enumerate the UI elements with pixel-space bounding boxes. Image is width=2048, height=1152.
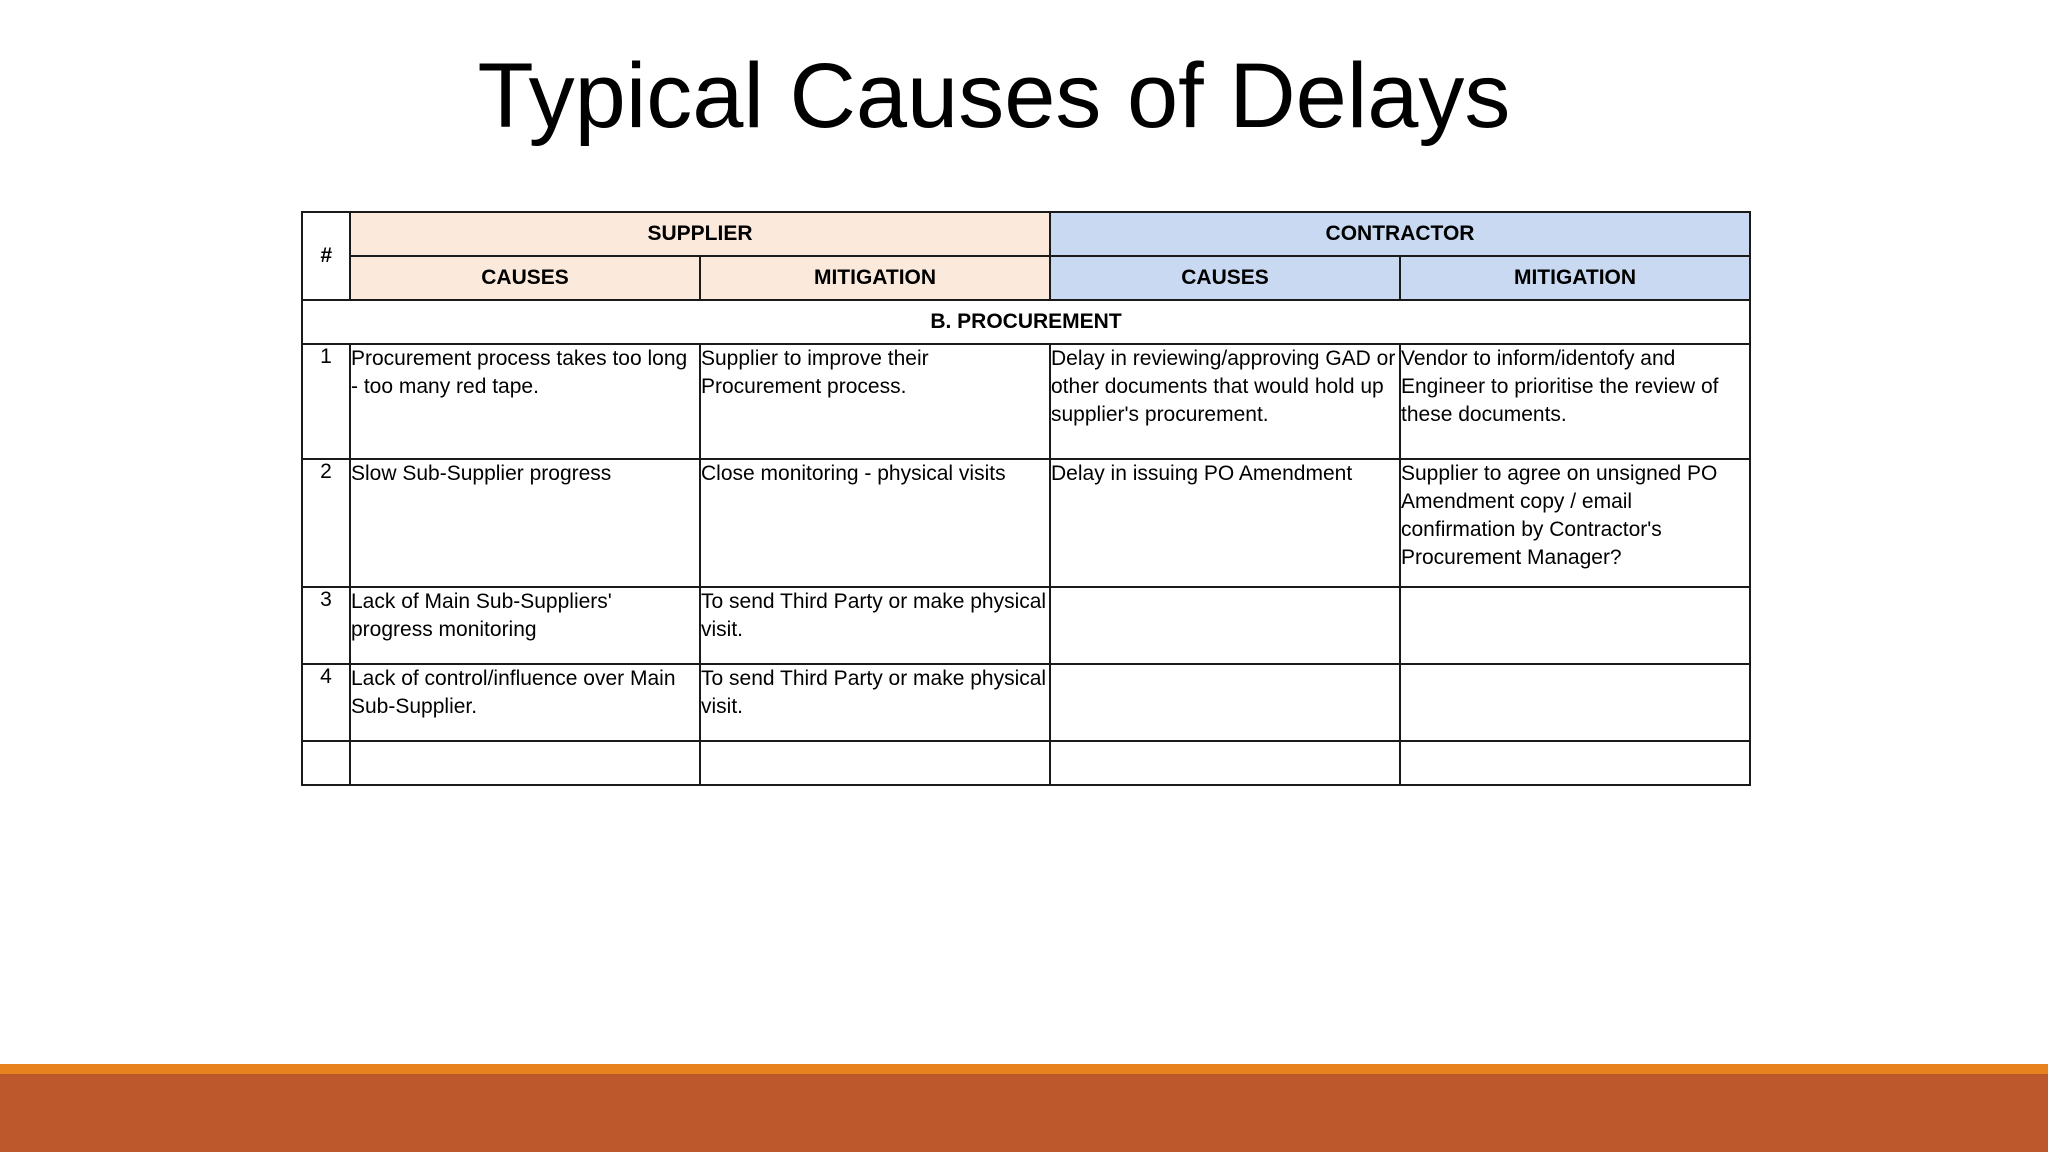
empty-cell (302, 741, 350, 785)
table-row (302, 459, 1750, 587)
contractor-mitigation-header: MITIGATION (1400, 256, 1750, 300)
supplier-cause-cell: Lack of Main Sub-Suppliers' progress monitoring (350, 587, 700, 664)
table-row (302, 587, 1750, 664)
empty-cell (1400, 741, 1750, 785)
delays-table (301, 211, 1751, 786)
sub-header-row (302, 256, 1750, 300)
contractor-mitigation-cell (1400, 587, 1750, 664)
footer-accent-stripe (0, 1064, 2048, 1074)
contractor-causes-header: CAUSES (1050, 256, 1400, 300)
contractor-mitigation-cell: Vendor to inform/identofy and Engineer to prioritise the review of these documents. (1400, 344, 1750, 459)
supplier-causes-header: CAUSES (350, 256, 700, 300)
empty-cell (350, 741, 700, 785)
supplier-cause-cell: Slow Sub-Supplier progress (350, 459, 700, 587)
contractor-cause-cell: Delay in reviewing/approving GAD or other documents that would hold up supplier's procurement. (1050, 344, 1400, 459)
footer-bar (0, 1074, 2048, 1152)
row-number: 3 (302, 587, 350, 664)
supplier-mitigation-cell: Supplier to improve their Procurement process. (700, 344, 1050, 459)
section-title: B. PROCUREMENT (302, 300, 1750, 344)
number-column-header: # (302, 212, 350, 300)
row-number: 4 (302, 664, 350, 741)
row-number: 1 (302, 344, 350, 459)
supplier-mitigation-header: MITIGATION (700, 256, 1050, 300)
delays-table-container (301, 211, 1751, 786)
contractor-mitigation-cell: Supplier to agree on unsigned PO Amendment copy / email confirmation by Contractor's Procurement Manager? (1400, 459, 1750, 587)
empty-cell (700, 741, 1050, 785)
slide-title: Typical Causes of Delays (477, 45, 1511, 147)
contractor-cause-cell: Delay in issuing PO Amendment (1050, 459, 1400, 587)
supplier-mitigation-cell: To send Third Party or make physical visit. (700, 587, 1050, 664)
section-row (302, 300, 1750, 344)
supplier-cause-cell: Lack of control/influence over Main Sub-Supplier. (350, 664, 700, 741)
table-row (302, 664, 1750, 741)
contractor-cause-cell (1050, 664, 1400, 741)
supplier-mitigation-cell: To send Third Party or make physical visit. (700, 664, 1050, 741)
contractor-cause-cell (1050, 587, 1400, 664)
contractor-header: CONTRACTOR (1050, 212, 1750, 256)
group-header-row (302, 212, 1750, 256)
row-number: 2 (302, 459, 350, 587)
supplier-cause-cell: Procurement process takes too long - too many red tape. (350, 344, 700, 459)
contractor-mitigation-cell (1400, 664, 1750, 741)
supplier-header: SUPPLIER (350, 212, 1050, 256)
empty-cell (1050, 741, 1400, 785)
supplier-mitigation-cell: Close monitoring - physical visits (700, 459, 1050, 587)
table-row (302, 344, 1750, 459)
empty-table-row (302, 741, 1750, 785)
